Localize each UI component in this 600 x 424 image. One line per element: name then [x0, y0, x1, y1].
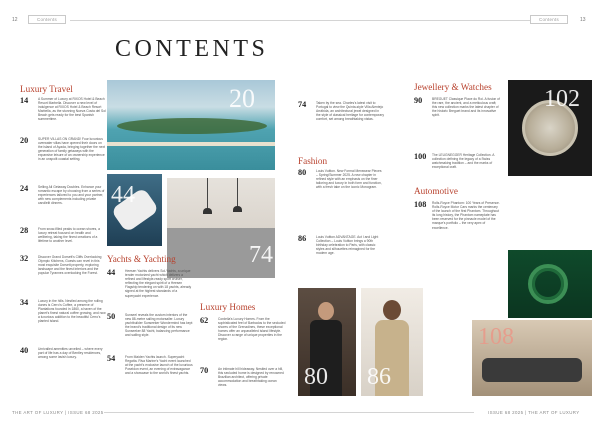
pendant-cord-2 — [237, 178, 238, 208]
section-luxury-travel: Luxury Travel — [20, 84, 73, 94]
footer-left: THE ART OF LUXURY | ISSUE 68 2025 — [12, 410, 104, 415]
entry-number: 50 — [107, 312, 116, 321]
entry-text: Taken by the sea. Charles's latest visit to Portugal to view the Quinta-style Villa Alentejo Arrábida, an architectural jewel designed in the style of classical heritage for contemporary comfort, set among breathtaking vistas. — [316, 101, 384, 122]
emerald-necklace — [528, 264, 568, 304]
pendant-lamp-1 — [203, 208, 212, 214]
entry-text: Cordelia's Luxury Homes. From the sophisticated feel of Barbados to the secluded shores of the Grenadines, these exceptional homes offer an unparalleled island lifestyle. Discover a range of unique properties in the region. — [218, 317, 286, 342]
watch-page-number: 102 — [544, 86, 580, 112]
entry-number: 32 — [20, 254, 29, 263]
right-contents-tab: Contents — [530, 15, 568, 24]
man-head — [318, 302, 334, 320]
section-luxury-homes: Luxury Homes — [200, 302, 256, 312]
entry-number: 34 — [20, 298, 29, 307]
entry-number: 86 — [298, 234, 307, 243]
island-shape — [117, 118, 267, 134]
entry-number: 24 — [20, 184, 29, 193]
yacht-image — [107, 174, 162, 246]
entry-text: Louis Vuitton. New Formal Menswear Pieces – Spring/Summer 2025. A new chapter in refined style with an emphasis on the finer tailoring and luxury in both form and function, with a fresh take on the iconic Monogram. — [316, 169, 382, 190]
left-page-number: 12 — [12, 17, 18, 23]
header-rule-left — [70, 20, 304, 21]
header-rule-right — [304, 20, 530, 21]
entry-text: Discover Grand Dorsett's Cliffs Overlooking Olympic Kitchens, Guests can revel in this most exquisite Dorsett property, exploring landscape and the finest interiors and the popular Tyrannes overlooking the Forest. — [38, 255, 102, 276]
entry-number: 74 — [298, 100, 307, 109]
section-fashion: Fashion — [298, 156, 328, 166]
entry-text: From snow-filled peaks to ocean shores, a luxury retreat focused on health and wellbeing, taking the finest creations of a lifetime to another level. — [38, 227, 100, 244]
jetty-shape — [107, 142, 275, 146]
entry-number: 28 — [20, 226, 29, 235]
entry-number: 54 — [107, 354, 116, 363]
kitchen-page-number: 74 — [249, 242, 273, 268]
resort-image — [107, 80, 275, 170]
entry-number: 100 — [414, 152, 427, 161]
entry-text: Selling All Getaway Doubles. Enhance your romantic escape by choosing from a series of experiences tailored to you and your partner, with new complements including private candlelit dinners. — [38, 185, 105, 206]
entry-text: An intimate hill hideaway. Nestled over a hill, this secluded home is designed by renowned Brazilian architect, offering private accommodation and breathtaking ocean views. — [218, 367, 284, 388]
entry-text: Sunseel reveals the custom interiors of the new 88-metre sailing motorsailer. Luxury yachtbuilder Sunseeker Wondermind has kept the brand's traditional design of its new Sunseeker 88 Yacht, balancing performance and sailing style. — [125, 313, 193, 338]
right-page-number: 13 — [580, 17, 586, 23]
jewel-image — [508, 250, 592, 318]
resort-page-number: 20 — [229, 84, 255, 113]
entry-text: The LEUGNEGGER Heritage Collection. A collection defining the legacy of a Swiss watchmaking tradition – and the marks of exceptional craft. — [432, 153, 495, 170]
entry-number: 40 — [20, 346, 29, 355]
entry-text: A Summer of Luxury at RIXOS Hotel & Beach Resort Marbella. Discover a new level of indulgence at RIXOS Hotel & Beach Resort Marbella, as the stunning Nueva Costa del Sol Beach gets ready for the best Spanish summertime. — [38, 97, 106, 122]
page-title: CONTENTS — [115, 36, 269, 62]
woman-fashion-image — [361, 288, 423, 396]
entry-text: Rolls-Royce Phantom: 100 Years of Presence. Rolls-Royce Motor Cars marks the centenary of the launch of the first Phantom. Throughout its long history, the Phantom nameplate has been reserved for the pinnacle model of the marque's portfolio – the very apex of excellence. — [432, 201, 500, 230]
entry-text: BREGUET Classique Place du Roi. A fusion of the rare, the ancient, and a meticulous craft; this new collection marks the latest chapter of the historic Breguet brand and its innovative spirit. — [432, 97, 500, 118]
car-body — [482, 358, 582, 382]
section-yachts: Yachts & Yachting — [107, 254, 176, 264]
woman-page-number: 86 — [367, 364, 391, 390]
entry-number: 108 — [414, 200, 427, 209]
watch-image — [508, 80, 592, 176]
entry-number: 14 — [20, 96, 29, 105]
yacht-page-number: 44 — [111, 182, 135, 208]
car-image — [472, 320, 592, 396]
section-automotive: Automotive — [414, 186, 458, 196]
man-fashion-image — [298, 288, 356, 396]
kitchen-image — [167, 178, 275, 278]
pendant-lamp-2 — [233, 206, 242, 212]
entry-number: 44 — [107, 268, 116, 277]
footer-right: ISSUE 68 2025 | THE ART OF LUXURY — [488, 410, 580, 415]
entry-number: 70 — [200, 366, 209, 375]
section-jewellery: Jewellery & Watches — [414, 82, 492, 92]
entry-text: Louis Vuitton ADVANTAGE. Act I and Light Collection – Louis Vuitton brings a 90th birthday celebration to Paris, with classic styles and silhouettes reimagined for the modern age. — [316, 235, 379, 256]
woman-head — [383, 300, 401, 320]
footer-rule — [104, 412, 474, 413]
entry-text: Luxury in the hills. Nestled among the rolling dunes is Cerro's Coffee, a preserve of Plantations founded in 1860, a haven of the planet's finest natural coffee growing, and now a luxurious addition to the beautiful Cerro's planted island. — [38, 299, 106, 324]
entry-text: Unrivalled amenities unveiled – where every part of life has a day of Bentley residences, among some lavish luxury. — [38, 347, 103, 360]
entry-text: From Maiden Yachts launch. Superyacht Regatta. Riva Marine's Yacht event launched at the yacht's exclusive launch of the luxurious Poseidon event, an evening of extravagance and a showcase to the world's finest yachts. — [125, 355, 193, 376]
entry-number: 90 — [414, 96, 423, 105]
man-page-number: 80 — [304, 364, 328, 390]
entry-number: 62 — [200, 316, 209, 325]
pendant-cord-1 — [207, 178, 208, 210]
car-page-number: 108 — [478, 324, 514, 350]
entry-text: Heesen Yachts delivers Sol-Yachts, a unique tender motorized yacht which delivers a refined and lifestyle-ready sport cruiser, reflecting the elegant spirit of a Heesen Flagship tendering on with 18 yachts, already signed at the highest standards of a superyacht experience. — [125, 269, 192, 298]
entry-number: 80 — [298, 168, 307, 177]
entry-number: 20 — [20, 136, 29, 145]
entry-text: SUPER VILLAS ON GRAND! Four luxurious overwater villas have opened their doors on the island of Ayada, bringing together the next generation of family getaways with the expansive leisure of an ownership experience in an unspoilt coastal setting. — [38, 137, 106, 162]
left-contents-tab: Contents — [28, 15, 66, 24]
